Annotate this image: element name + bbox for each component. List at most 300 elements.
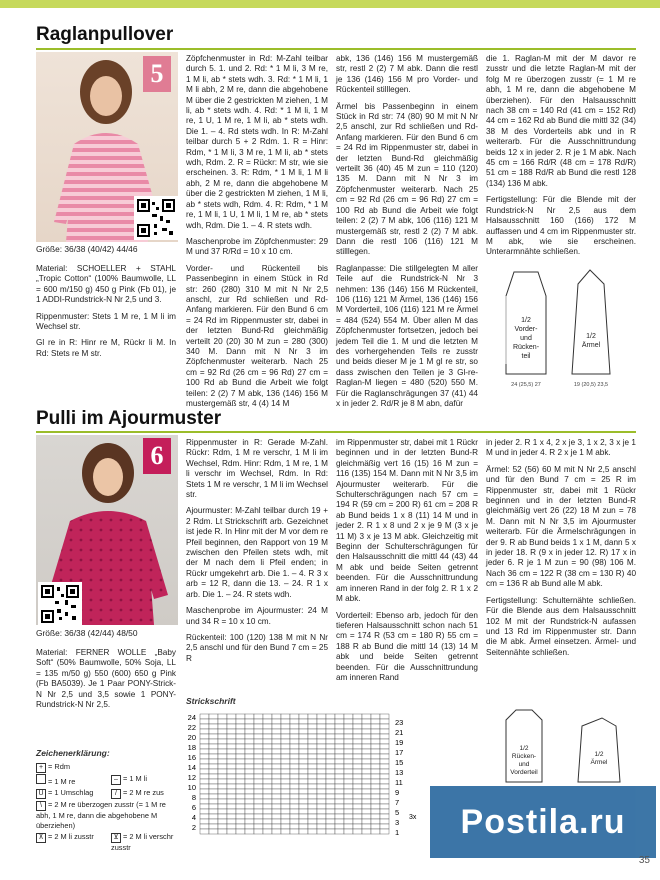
section1-col4 [486,54,636,264]
chart-cell [281,814,290,819]
chart-cell [245,784,254,789]
chart-cell [281,764,290,769]
chart-cell [263,769,272,774]
chart-cell [344,794,353,799]
chart-cell [227,814,236,819]
chart-cell [317,774,326,779]
chart-cell [200,774,209,779]
chart-cell [254,829,263,834]
chart-cell [335,814,344,819]
chart-row-label-right: 9 [395,788,400,797]
chart-cell [236,724,245,729]
chart-cell [326,739,335,744]
chart-cell [218,774,227,779]
chart-cell [227,739,236,744]
chart-cell [362,759,371,764]
chart-cell [308,764,317,769]
section2-c2-p4: Rückenteil: 100 (120) 138 M mit N Nr 2,5 anschl und für den Bund 7 cm = 25 R [186,632,328,663]
chart-cell [272,764,281,769]
chart-cell [335,719,344,724]
chart-cell [245,764,254,769]
chart-cell [209,769,218,774]
chart-cell [290,769,299,774]
chart-cell [209,794,218,799]
chart-cell [272,799,281,804]
chart-cell [353,784,362,789]
chart-cell [200,769,209,774]
chart-cell [380,819,389,824]
chart-cell [326,809,335,814]
section2-number-badge: 6 [143,438,171,474]
chart-cell [380,739,389,744]
chart-cell [218,824,227,829]
chart-cell [308,719,317,724]
chart-cell [200,749,209,754]
chart-cell [308,789,317,794]
section1-qr-code[interactable] [134,196,178,240]
chart-cell [263,719,272,724]
chart-cell [227,749,236,754]
chart-cell [362,734,371,739]
chart-cell [263,774,272,779]
chart-cell [281,824,290,829]
chart-cell [335,714,344,719]
chart-cell [344,799,353,804]
chart-cell [335,759,344,764]
chart-cell [209,829,218,834]
legend-item-rdm: + = Rdm [36,762,107,773]
chart-cell [200,779,209,784]
chart-cell [236,714,245,719]
chart-cell [200,799,209,804]
chart-cell [353,789,362,794]
chart-cell [353,804,362,809]
chart-cell [353,779,362,784]
section1-rippen: Rippenmuster: Stets 1 M re, 1 M li im Wechsel str. [36,311,176,332]
chart-cell [344,759,353,764]
chart-cell [380,789,389,794]
chart-cell [344,809,353,814]
chart-cell [317,779,326,784]
chart-cell [335,784,344,789]
chart-cell [236,749,245,754]
chart-cell [254,774,263,779]
chart-title: Strickschrift [186,696,236,706]
chart-cell [326,769,335,774]
chart-cell [344,829,353,834]
chart-cell [209,824,218,829]
chart-cell [209,734,218,739]
chart-cell [344,744,353,749]
chart-cell [245,819,254,824]
chart-cell [254,724,263,729]
section1-col2 [186,54,328,415]
chart-cell [272,779,281,784]
section2-c4-p3: Fertigstellung: Schulternähte schließen. Für die Blende aus dem Halsausschnitt 102 M mit der Rundstrick-N aufassen und 13 Rd im Rippenmuster str. Dann die M abk. Ärmel einsetzen. Ärmel- und Seitennähte schließen. [486,595,636,657]
chart-cell [317,729,326,734]
chart-cell [227,784,236,789]
chart-cell [290,754,299,759]
chart-cell [218,814,227,819]
section2-col1 [36,648,176,716]
chart-cell [335,729,344,734]
chart-cell [227,764,236,769]
section1-rule [36,48,636,50]
chart-row-label-right: 1 [395,828,400,837]
chart-cell [380,724,389,729]
chart-cell [209,799,218,804]
chart-cell [371,784,380,789]
chart-cell [326,764,335,769]
chart-cell [236,819,245,824]
chart-cell [245,724,254,729]
chart-cell [236,829,245,834]
chart-cell [371,819,380,824]
chart-cell [299,759,308,764]
chart-cell [218,744,227,749]
chart-cell [254,719,263,724]
chart-cell [308,824,317,829]
chart-cell [362,824,371,829]
chart-cell [254,804,263,809]
chart-cell [371,779,380,784]
chart-cell [371,809,380,814]
chart-cell [326,774,335,779]
section2-col3 [336,438,478,689]
chart-cell [371,794,380,799]
chart-cell [236,804,245,809]
chart-cell [290,829,299,834]
chart-cell [263,759,272,764]
chart-cell [362,774,371,779]
chart-cell [317,809,326,814]
chart-cell [317,754,326,759]
chart-cell [281,784,290,789]
chart-cell [281,794,290,799]
chart-cell [344,714,353,719]
chart-cell [200,744,209,749]
chart-cell [209,724,218,729]
chart-cell [326,719,335,724]
chart-cell [200,809,209,814]
chart-cell [272,749,281,754]
chart-cell [209,749,218,754]
chart-cell [344,739,353,744]
chart-cell [254,819,263,824]
chart-cell [362,729,371,734]
section2-material: Material: FERNER WOLLE „Baby Soft“ (50% Baumwolle, 50% Soja, LL = 135 m/50 g) 550 (600) 650 g Pink (Fb BA5039). Je 1 Paar PONY-Strick-N Nr 2,5 und 3,5 sowie 1 PONY-Rundstrick-N Nr 2,5. [36,648,176,710]
section1-c3-p1: abk, 136 (146) 156 M mustergemäß str, restl 2 (2) 7 M abk. Dann die restl je 136 (146) 156 M pro Vorder- und Rückenteil stilllegen. [336,54,478,95]
chart-cell [218,719,227,724]
chart-cell [218,724,227,729]
chart-cell [200,719,209,724]
chart-cell [218,809,227,814]
chart-cell [209,764,218,769]
chart-cell [308,714,317,719]
chart-cell [200,784,209,789]
section1-c4-p1: die 1. Raglan-M mit der M davor re zusstr und die letzte Raglan-M mit der folg M re überzogen zusstr (= 1 M re abh, 1 M re, dann die abgehobene M überziehen). Für den Halsausschnitt nach 38 cm = 140 Rd (41 cm = 152 Rd) 44 cm = 162 Rd ab Bund die mittl 32 (34) 38 M des Vorderteils abk und in R weiterarb. Für die Ausschnittrundung beids 12 x in jeder 2. R je 1 M abk. Nach 45 cm = 166 Rd/R (48 cm = 178 Rd/R) 51 cm = 188 Rd/R ab Bund die restl 128 (134) 136 M abk. [486,54,636,188]
chart-cell [290,784,299,789]
chart-row-label-left: 12 [187,773,196,782]
section2-col2 [186,438,328,670]
chart-cell [344,779,353,784]
chart-cell [353,729,362,734]
chart-cell [362,744,371,749]
chart-cell [344,824,353,829]
chart-cell [254,779,263,784]
chart-cell [290,729,299,734]
chart-cell [371,744,380,749]
chart-cell [353,719,362,724]
chart-cell [380,714,389,719]
chart-cell [317,719,326,724]
chart-cell [380,769,389,774]
chart-cell [209,779,218,784]
chart-cell [209,714,218,719]
svg-text:1/2Rücken-undVorderteil: 1/2 Rücken-und Vorderteil [510,745,538,776]
chart-cell [335,819,344,824]
chart-cell [218,764,227,769]
chart-cell [362,819,371,824]
chart-row-label-right: 19 [395,738,404,747]
chart-cell [290,824,299,829]
chart-cell [281,739,290,744]
chart-cell [290,719,299,724]
chart-cell [362,714,371,719]
chart-cell [236,779,245,784]
chart-cell [380,814,389,819]
chart-row-label-left: 22 [187,723,196,732]
chart-cell [236,814,245,819]
chart-cell [227,794,236,799]
chart-cell [272,759,281,764]
chart-cell [326,814,335,819]
chart-cell [281,789,290,794]
chart-cell [218,769,227,774]
chart-cell [326,789,335,794]
chart-cell [308,804,317,809]
legend-item-rezus: / = 2 M re zus [111,788,182,799]
chart-row-label-left: 10 [187,783,196,792]
chart-cell [236,789,245,794]
chart-cell [200,794,209,799]
chart-cell [371,739,380,744]
section1-schematic [486,254,636,396]
chart-cell [263,779,272,784]
chart-row-label-left: 18 [187,743,196,752]
chart-cell [371,799,380,804]
chart-cell [272,824,281,829]
chart-cell [344,784,353,789]
chart-cell [308,754,317,759]
chart-cell [380,829,389,834]
chart-cell [344,789,353,794]
chart-cell [299,819,308,824]
chart-cell [371,734,380,739]
chart-cell [299,774,308,779]
section2-qr-code[interactable] [38,582,82,626]
chart-cell [308,829,317,834]
section2-c4-p2: Ärmel: 52 (56) 60 M mit N Nr 2,5 anschl und für den Bund 7 cm = 25 R im Rippenmuster str, dabei mit 1 Rückr beginnen und in der letzten Bund-R gleichmäßig vert 26 (22) 18 M zun = 78 M. Dann mit N Nr 3,5 im Ajourmuster weiterarb. Für die Ärmelschrägungen in der 9. R ab Bund beids 1 x 1 M, dann 5 x in jeder 18. R (9 x in jeder 12. R) 17 x in jeder 6. R je 1 M zun = 90 (98) 106 M. Nach 36 cm = 122 R (38 cm = 130 R) 40 cm = 136 R ab Bund alle M abk. [486,464,636,589]
legend-item-umschlag: U = 1 Umschlag [36,788,107,799]
chart-cell [281,774,290,779]
chart-cell [344,769,353,774]
chart-cell [380,804,389,809]
chart-cell [299,719,308,724]
legend-item-lizus: ⊼ = 2 M li zusstr [36,832,107,853]
chart-cell [236,744,245,749]
chart-cell [371,754,380,759]
chart-cell [317,799,326,804]
chart-cell [272,734,281,739]
chart-cell [281,724,290,729]
chart-cell [281,809,290,814]
chart-cell [317,819,326,824]
page-number: 35 [638,855,650,866]
chart-cell [281,734,290,739]
chart-cell [200,814,209,819]
chart-cell [263,814,272,819]
chart-cell [299,724,308,729]
chart-cell [299,799,308,804]
chart-cell [236,794,245,799]
chart-cell [362,804,371,809]
chart-row-label-right: 17 [395,748,404,757]
chart-cell [263,734,272,739]
section2-schematic [486,700,636,790]
chart-cell [317,804,326,809]
chart-cell [344,774,353,779]
chart-cell [209,754,218,759]
chart-cell [362,769,371,774]
chart-cell [308,744,317,749]
section2-size: Größe: 36/38 (42/44) 48/50 [36,628,138,638]
chart-cell [245,809,254,814]
chart-cell [218,714,227,719]
chart-row-label-left: 2 [191,823,196,832]
chart-cell [245,814,254,819]
legend-item-li: – = 1 M li [111,774,182,787]
chart-cell [326,754,335,759]
section1-material: Material: SCHOELLER + STAHL „Tropic Cotton“ (100% Baumwolle, LL = 600 m/150 g) 450 g Pink (Fb 01), je 1 ADDI-Rundstrick-N Nr 2,5 und 3. [36,264,176,305]
chart-cell [245,759,254,764]
chart-cell [353,749,362,754]
chart-row-label-right: 7 [395,798,400,807]
chart-cell [236,774,245,779]
chart-cell [227,819,236,824]
chart-cell [362,789,371,794]
chart-cell [263,739,272,744]
chart-cell [236,719,245,724]
chart-cell [326,824,335,829]
section1-c3-p2: Ärmel bis Passenbeginn in einem Stück in Rd str: 74 (80) 90 M mit N Nr 2,5 anschl, zur Rd schließen und Rd-Anfang markieren. Für den Bund 6 cm = 24 Rd im Rippenmuster str, dabei in der letzten Bund-Rd gleichmäßig verteilt 36 (40) 45 M zun = 110 (120) 135 M. Dann mit N Nr 3 im Zöpfchenmuster weiterarb. Nach 25 cm = 92 Rd (26 cm = 96 Rd) 27 cm = 100 Rd ab Bund die Arbeit wie folgt teilen: 2 (2) 7 M abk, 106 (116) 121 M mustergemäß str, restl 2 (2) 7 M abk. Dann die restl 106 (116) 121 M stilllegen. [336,101,478,257]
chart-cell [371,759,380,764]
chart-cell [227,804,236,809]
chart-cell [308,779,317,784]
chart-cell [299,734,308,739]
chart-cell [200,739,209,744]
chart-cell [335,764,344,769]
chart-cell [227,754,236,759]
chart-cell [353,769,362,774]
chart-cell [227,719,236,724]
chart-cell [272,794,281,799]
chart-cell [281,829,290,834]
chart-cell [218,729,227,734]
chart-cell [263,809,272,814]
chart-cell [245,714,254,719]
chart-cell [308,814,317,819]
chart-cell [326,829,335,834]
chart-cell [200,729,209,734]
chart-cell [326,759,335,764]
chart-cell [236,769,245,774]
section2-c3-p2: Vorderteil: Ebenso arb, jedoch für den tieferen Halsausschnitt schon nach 51 cm = 174 R (53 cm = 180 R) 55 cm = 188 R ab Bund die mittl 14 (13) 14 M abk und beide Seiten getrennt beenden. Für die Ausschnittrundung am inneren Rand [336,610,478,682]
chart-cell [290,814,299,819]
chart-cell [290,799,299,804]
chart-cell [218,819,227,824]
section2-c2-p3: Maschenprobe im Ajourmuster: 24 M und 34 R = 10 x 10 cm. [186,606,328,626]
chart-cell [344,749,353,754]
chart-cell [326,784,335,789]
chart-cell [254,809,263,814]
chart-cell [209,814,218,819]
chart-cell [335,744,344,749]
chart-cell [254,744,263,749]
chart-cell [371,714,380,719]
chart-cell [245,754,254,759]
chart-cell [272,784,281,789]
chart-cell [227,729,236,734]
chart-cell [362,799,371,804]
section1-c3-p3: Raglanpasse: Die stillgelegten M aller Teile auf die Rundstrick-N Nr 3 nehmen: 136 (146) 156 M Rückenteil, 106 (116) 121 M Ärmel, 136 (146) 156 M Vorderteil, 106 (116) 121 M re Ärmel = 484 (524) 554 M. Über allen M das Zöpfchenmuster fortsetzen, jedoch bei jedem Teil die 1. M und die letzten M des vorhergehenden Teils re zusstr und beids dieser M je 1 M gl re str, so dass zwischen den Teilen je 3 Gl-re-Raglan-M liegen = 480 (520) 550 M. Für die Raglanschrägungen 37 (41) 44 x in jeder 2. Rd/R je 8 M abn, dafür [336,263,478,408]
chart-cell [308,809,317,814]
chart-cell [308,734,317,739]
chart-cell [335,799,344,804]
chart-row-label-right: 3 [395,818,400,827]
chart-cell [254,764,263,769]
chart-cell [326,729,335,734]
chart-cell [380,749,389,754]
section2-c3-p1: im Rippenmuster str, dabei mit 1 Rückr beginnen und in der letzten Bund-R gleichmäßig vert 16 (15) 16 M zun = 116 (135) 154 M. Dann mit N Nr 3,5 im Ajourmuster weiterarb. Für die Schulterschrägungen nach 57 cm = 194 R (59 cm = 200 R) 61 cm = 208 R ab Bund beids 1 x 8 (11) 14 M und in jeder 2. R 1 x 8 und 2 x je 9 M (3 x je 11 M) 3 x je 13 M abk. Gleichzeitig mit Beginn der Schulterschrägungen für den Halsausschnitt die mittl 44 (43) 44 M abk und beide Seiten getrennt beenden. Für die Ausschnittrundung am inneren Rand in der folg 2. R 1 x 2 M abk. [336,438,478,604]
chart-cell [344,764,353,769]
chart-cell [353,829,362,834]
chart-cell [371,829,380,834]
chart-cell [218,734,227,739]
chart-cell [209,744,218,749]
chart-cell [380,729,389,734]
chart-cell [227,734,236,739]
chart-cell [218,739,227,744]
watermark: Postila.ru [430,786,656,858]
chart-cell [200,789,209,794]
chart-cell [299,809,308,814]
chart-row-label-right: 5 [395,808,400,817]
chart-cell [344,719,353,724]
chart-cell [317,789,326,794]
chart-cell [281,719,290,724]
chart-cell [299,789,308,794]
chart-cell [263,819,272,824]
chart-cell [353,714,362,719]
chart-cell [299,804,308,809]
chart-cell [317,724,326,729]
chart-cell [245,729,254,734]
chart-cell [353,754,362,759]
chart-cell [353,799,362,804]
chart-cell [380,824,389,829]
section1-c2-p2: Maschenprobe im Zöpfchenmuster: 29 M und 37 R/Rd = 10 x 10 cm. [186,236,328,257]
